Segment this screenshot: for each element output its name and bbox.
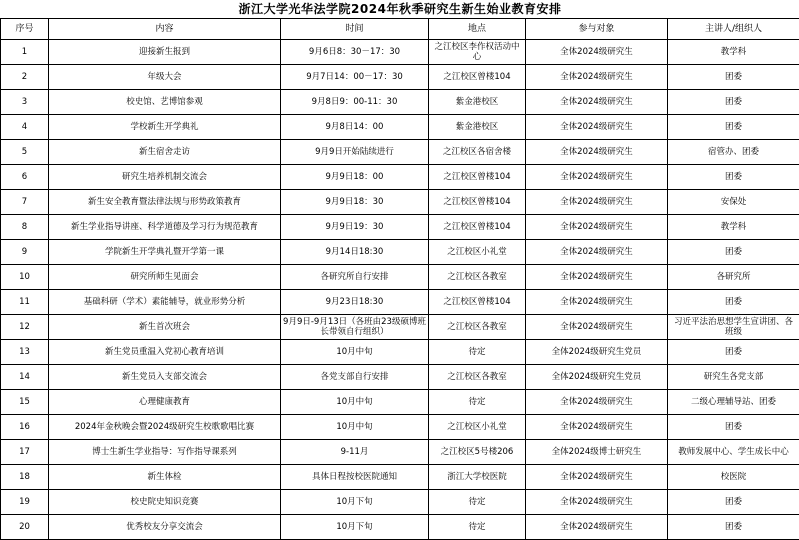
cell-content: 基础科研（学术）素能辅导，就业形势分析 (49, 290, 281, 315)
cell-time: 具体日程按校医院通知 (281, 465, 429, 490)
cell-content: 新生体检 (49, 465, 281, 490)
table-row (1, 215, 799, 240)
cell-time: 9月9日18：00 (281, 165, 429, 190)
cell-time: 各党支部自行安排 (281, 365, 429, 390)
cell-participants: 全体2024级研究生 (526, 65, 668, 90)
cell-organizer: 习近平法治思想学生宣讲团、各班级 (668, 315, 799, 340)
cell-content: 优秀校友分享交流会 (49, 515, 281, 540)
cell-time: 9月14日18:30 (281, 240, 429, 265)
cell-time: 10月中旬 (281, 390, 429, 415)
cell-location: 之江校区各宿舍楼 (429, 140, 526, 165)
cell-location: 之江校区李作权活动中心 (429, 40, 526, 65)
cell-organizer: 团委 (668, 290, 799, 315)
cell-time: 各研究所自行安排 (281, 265, 429, 290)
table-row (1, 40, 799, 65)
cell-seq: 4 (1, 115, 49, 140)
cell-time: 9月7日14：00－17：30 (281, 65, 429, 90)
cell-location: 之江校区各教室 (429, 265, 526, 290)
cell-location: 之江校区曾楼104 (429, 65, 526, 90)
cell-participants: 全体2024级研究生 (526, 290, 668, 315)
cell-time: 9月23日18:30 (281, 290, 429, 315)
cell-content: 年级大会 (49, 65, 281, 90)
cell-location: 之江校区小礼堂 (429, 240, 526, 265)
cell-participants: 全体2024级研究生 (526, 90, 668, 115)
table-row (1, 365, 799, 390)
cell-organizer: 教学科 (668, 40, 799, 65)
cell-organizer: 校医院 (668, 465, 799, 490)
cell-organizer: 研究生各党支部 (668, 365, 799, 390)
cell-location: 之江校区各教室 (429, 315, 526, 340)
cell-participants: 全体2024级研究生 (526, 265, 668, 290)
cell-participants: 全体2024级研究生 (526, 390, 668, 415)
cell-content: 新生首次班会 (49, 315, 281, 340)
cell-content: 新生宿舍走访 (49, 140, 281, 165)
cell-content: 新生党员重温入党初心教育培训 (49, 340, 281, 365)
cell-seq: 2 (1, 65, 49, 90)
cell-seq: 20 (1, 515, 49, 540)
cell-seq: 7 (1, 190, 49, 215)
cell-time: 9月9日-9月13日（各班由23级硕博班长带领自行组织） (281, 315, 429, 340)
cell-organizer: 团委 (668, 90, 799, 115)
cell-participants: 全体2024级研究生 (526, 115, 668, 140)
column-header-content: 内容 (49, 19, 281, 40)
cell-content: 校史馆、艺博馆参观 (49, 90, 281, 115)
cell-time: 9月6日8：30－17：30 (281, 40, 429, 65)
cell-content: 心理健康教育 (49, 390, 281, 415)
table-row (1, 115, 799, 140)
cell-seq: 3 (1, 90, 49, 115)
table-row (1, 315, 799, 340)
cell-location: 待定 (429, 390, 526, 415)
cell-seq: 5 (1, 140, 49, 165)
cell-content: 研究所师生见面会 (49, 265, 281, 290)
cell-seq: 9 (1, 240, 49, 265)
column-header-participants: 参与对象 (526, 19, 668, 40)
cell-organizer: 团委 (668, 240, 799, 265)
cell-seq: 13 (1, 340, 49, 365)
table-row (1, 390, 799, 415)
cell-location: 之江校区曾楼104 (429, 290, 526, 315)
cell-participants: 全体2024级研究生 (526, 40, 668, 65)
cell-participants: 全体2024级研究生 (526, 215, 668, 240)
cell-organizer: 安保处 (668, 190, 799, 215)
header-row (1, 19, 799, 40)
page-title: 浙江大学光华法学院2024年秋季研究生新生始业教育安排 (1, 0, 799, 19)
table-row (1, 290, 799, 315)
cell-content: 学校新生开学典礼 (49, 115, 281, 140)
cell-seq: 6 (1, 165, 49, 190)
table-row (1, 90, 799, 115)
cell-organizer: 团委 (668, 65, 799, 90)
table-row (1, 140, 799, 165)
cell-time: 10月中旬 (281, 415, 429, 440)
cell-seq: 10 (1, 265, 49, 290)
cell-organizer: 教师发展中心、学生成长中心 (668, 440, 799, 465)
cell-seq: 11 (1, 290, 49, 315)
cell-participants: 全体2024级研究生 (526, 190, 668, 215)
cell-seq: 1 (1, 40, 49, 65)
cell-content: 新生党员入支部交流会 (49, 365, 281, 390)
cell-participants: 全体2024级研究生 (526, 140, 668, 165)
column-header-location: 地点 (429, 19, 526, 40)
cell-seq: 19 (1, 490, 49, 515)
table-row (1, 490, 799, 515)
cell-location: 之江校区曾楼104 (429, 190, 526, 215)
cell-location: 待定 (429, 340, 526, 365)
cell-time: 10月中旬 (281, 340, 429, 365)
cell-time: 9月9日19：30 (281, 215, 429, 240)
cell-participants: 全体2024级研究生 (526, 415, 668, 440)
cell-organizer: 教学科 (668, 215, 799, 240)
cell-location: 浙江大学校医院 (429, 465, 526, 490)
cell-location: 之江校区曾楼104 (429, 215, 526, 240)
cell-time: 10月下旬 (281, 490, 429, 515)
cell-content: 博士生新生学业指导：写作指导课系列 (49, 440, 281, 465)
cell-seq: 17 (1, 440, 49, 465)
cell-location: 之江校区5号楼206 (429, 440, 526, 465)
cell-location: 之江校区各教室 (429, 365, 526, 390)
cell-seq: 8 (1, 215, 49, 240)
column-header-organizer: 主讲人/组织人 (668, 19, 799, 40)
cell-location: 之江校区曾楼104 (429, 165, 526, 190)
cell-seq: 12 (1, 315, 49, 340)
cell-participants: 全体2024级研究生 (526, 240, 668, 265)
cell-content: 迎接新生报到 (49, 40, 281, 65)
cell-organizer: 团委 (668, 115, 799, 140)
table-row (1, 415, 799, 440)
cell-organizer: 宿管办、团委 (668, 140, 799, 165)
cell-organizer: 团委 (668, 340, 799, 365)
cell-participants: 全体2024级研究生 (526, 465, 668, 490)
cell-organizer: 团委 (668, 490, 799, 515)
cell-seq: 14 (1, 365, 49, 390)
table-row (1, 465, 799, 490)
cell-seq: 15 (1, 390, 49, 415)
cell-content: 2024年金秋晚会暨2024级研究生校歌歌唱比赛 (49, 415, 281, 440)
cell-participants: 全体2024级研究生 (526, 315, 668, 340)
cell-participants: 全体2024级研究生 (526, 515, 668, 540)
cell-organizer: 团委 (668, 415, 799, 440)
cell-time: 9月8日14：00 (281, 115, 429, 140)
column-header-time: 时间 (281, 19, 429, 40)
cell-content: 新生安全教育暨法律法规与形势政策教育 (49, 190, 281, 215)
cell-organizer: 各研究所 (668, 265, 799, 290)
cell-location: 待定 (429, 490, 526, 515)
cell-organizer: 团委 (668, 165, 799, 190)
cell-organizer: 团委 (668, 515, 799, 540)
table-row (1, 515, 799, 540)
cell-participants: 全体2024级博士研究生 (526, 440, 668, 465)
column-header-seq: 序号 (1, 19, 49, 40)
cell-participants: 全体2024级研究生 (526, 165, 668, 190)
cell-participants: 全体2024级研究生党员 (526, 340, 668, 365)
table-row (1, 340, 799, 365)
cell-time: 9月9日18：30 (281, 190, 429, 215)
cell-content: 新生学业指导讲座、科学道德及学习行为规范教育 (49, 215, 281, 240)
cell-organizer: 二级心理辅导站、团委 (668, 390, 799, 415)
table-row (1, 190, 799, 215)
cell-location: 之江校区小礼堂 (429, 415, 526, 440)
table-row (1, 265, 799, 290)
cell-seq: 18 (1, 465, 49, 490)
cell-participants: 全体2024级研究生党员 (526, 365, 668, 390)
cell-time: 9月8日9：00-11：30 (281, 90, 429, 115)
cell-participants: 全体2024级研究生 (526, 490, 668, 515)
cell-time: 10月下旬 (281, 515, 429, 540)
table-row (1, 65, 799, 90)
cell-content: 研究生培养机制交流会 (49, 165, 281, 190)
title-row (1, 0, 799, 19)
cell-location: 紫金港校区 (429, 115, 526, 140)
cell-seq: 16 (1, 415, 49, 440)
table-row (1, 165, 799, 190)
cell-location: 待定 (429, 515, 526, 540)
table-row (1, 440, 799, 465)
table-row (1, 240, 799, 265)
cell-time: 9月9日开始陆续进行 (281, 140, 429, 165)
cell-location: 紫金港校区 (429, 90, 526, 115)
cell-content: 学院新生开学典礼暨开学第一课 (49, 240, 281, 265)
cell-content: 校史院史知识竞赛 (49, 490, 281, 515)
cell-time: 9-11月 (281, 440, 429, 465)
